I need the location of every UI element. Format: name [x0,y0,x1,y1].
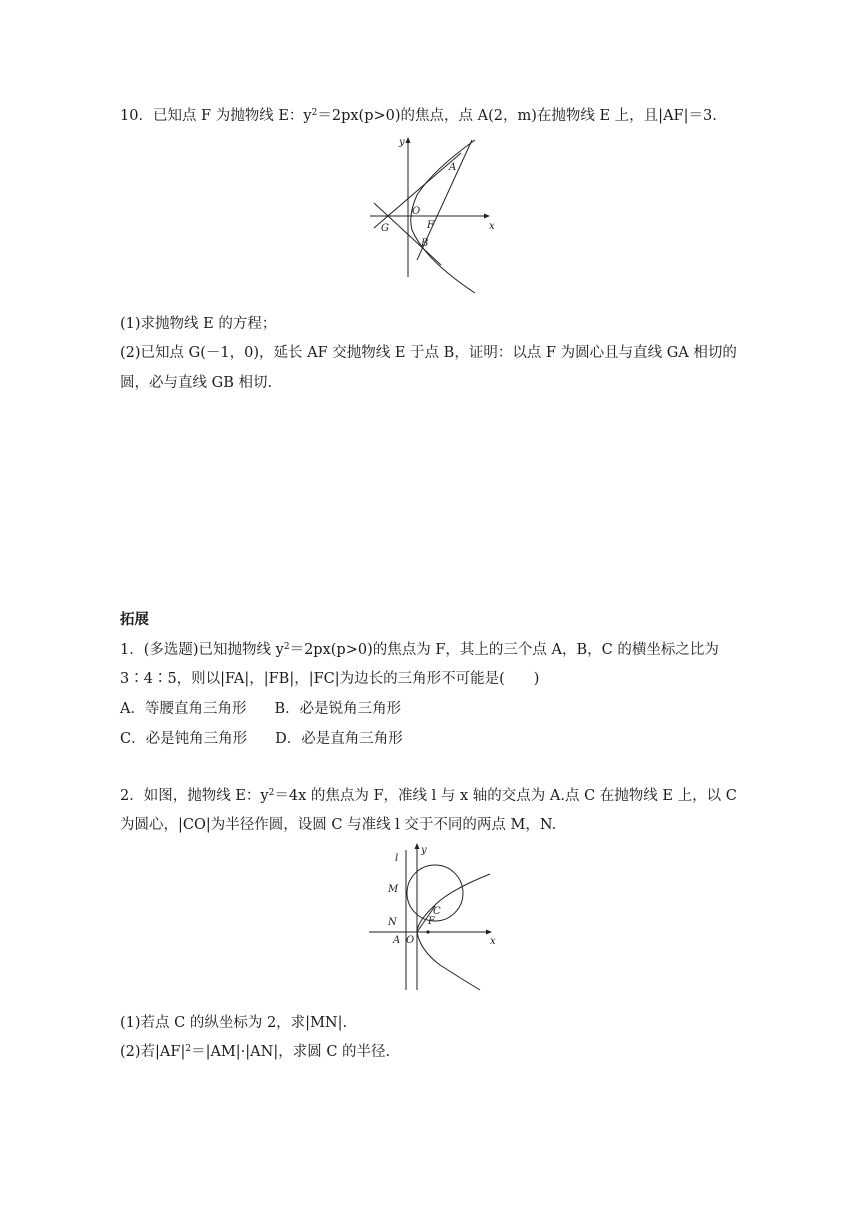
ext-q2-figure [365,840,505,995]
ext-q2-fig-label-a: A [393,935,401,946]
ext-q2-fig-label-m: M [388,884,399,895]
q10-fig-label-y: y [399,137,405,148]
ext-q2-fig-label-n: N [388,917,397,928]
ext-q1-option-b: B．必是锐角三角形 [274,701,402,717]
ext-q2-fig-label-y: y [421,845,427,856]
ext-q2-fig-label-o: O [406,935,415,946]
ext-q1-options-row1 [120,699,401,719]
q10-fig-label-x: x [489,221,495,232]
q10-stem: 10．已知点 F 为抛物线 E：$y^2=2px(p>0)$的焦点，点 A(2，m)在抛物线 E 上，且|AF|＝3. [120,108,717,124]
q10-fig-label-o: O [412,206,421,217]
ext-q1-option-d: D．必是直角三角形 [275,731,403,747]
ext-q1-option-c: C．必是钝角三角形 [120,731,248,747]
ext-q2-fig-label-x: x [490,936,496,947]
ext-q1-options-row2 [120,729,403,749]
ext-q2-fig-label-f: F [428,916,435,927]
ext-q2-stem-line2: 为圆心，|CO|为半径作圆，设圆 C 与准线 l 交于不同的两点 M，N. [120,817,557,833]
ext-q2-stem-line1: 2．如图，抛物线 E：$y^2=4x$ 的焦点为 F，准线 l 与 x 轴的交点为 A.点 C 在抛物线 E 上，以 C [120,788,737,804]
q10-part1: (1)求抛物线 E 的方程； [120,316,277,332]
q10-part2-line2: 圆，必与直线 GB 相切. [120,375,273,391]
q10-fig-label-a: A [449,162,457,173]
q10-fig-label-b: B [421,238,429,249]
ext-q2-part1: (1)若点 C 的纵坐标为 2，求|MN|. [120,1015,348,1031]
q10-part2-line1: (2)已知点 G(－1，0)，延长 AF 交抛物线 E 于点 B，证明：以点 F 为圆心且与直线 GA 相切的 [120,345,737,361]
ext-q2-part2: (2)若$|AF|^2=|AM|\cdot|AN|$，求圆 C 的半径. [120,1044,391,1060]
q10-figure [365,135,505,295]
ext-q2-fig-label-l: l [395,853,399,864]
ext-q1-option-a: A．等腰直角三角形 [120,701,247,717]
ext-q1-stem-line1: 1．(多选题)已知抛物线 $y^2=2px(p>0)$的焦点为 F，其上的三个点 A，B，C 的横坐标之比为 [120,642,719,658]
ext-heading: 拓展 [120,612,149,628]
ext-q1-stem-line2: 3∶4∶5，则以|FA|，|FB|，|FC|为边长的三角形不可能是( ) [120,671,540,687]
ext-q2-fig-label-c: C [433,906,441,917]
q10-fig-label-f: F [427,220,434,231]
q10-fig-label-g: G [381,223,389,234]
